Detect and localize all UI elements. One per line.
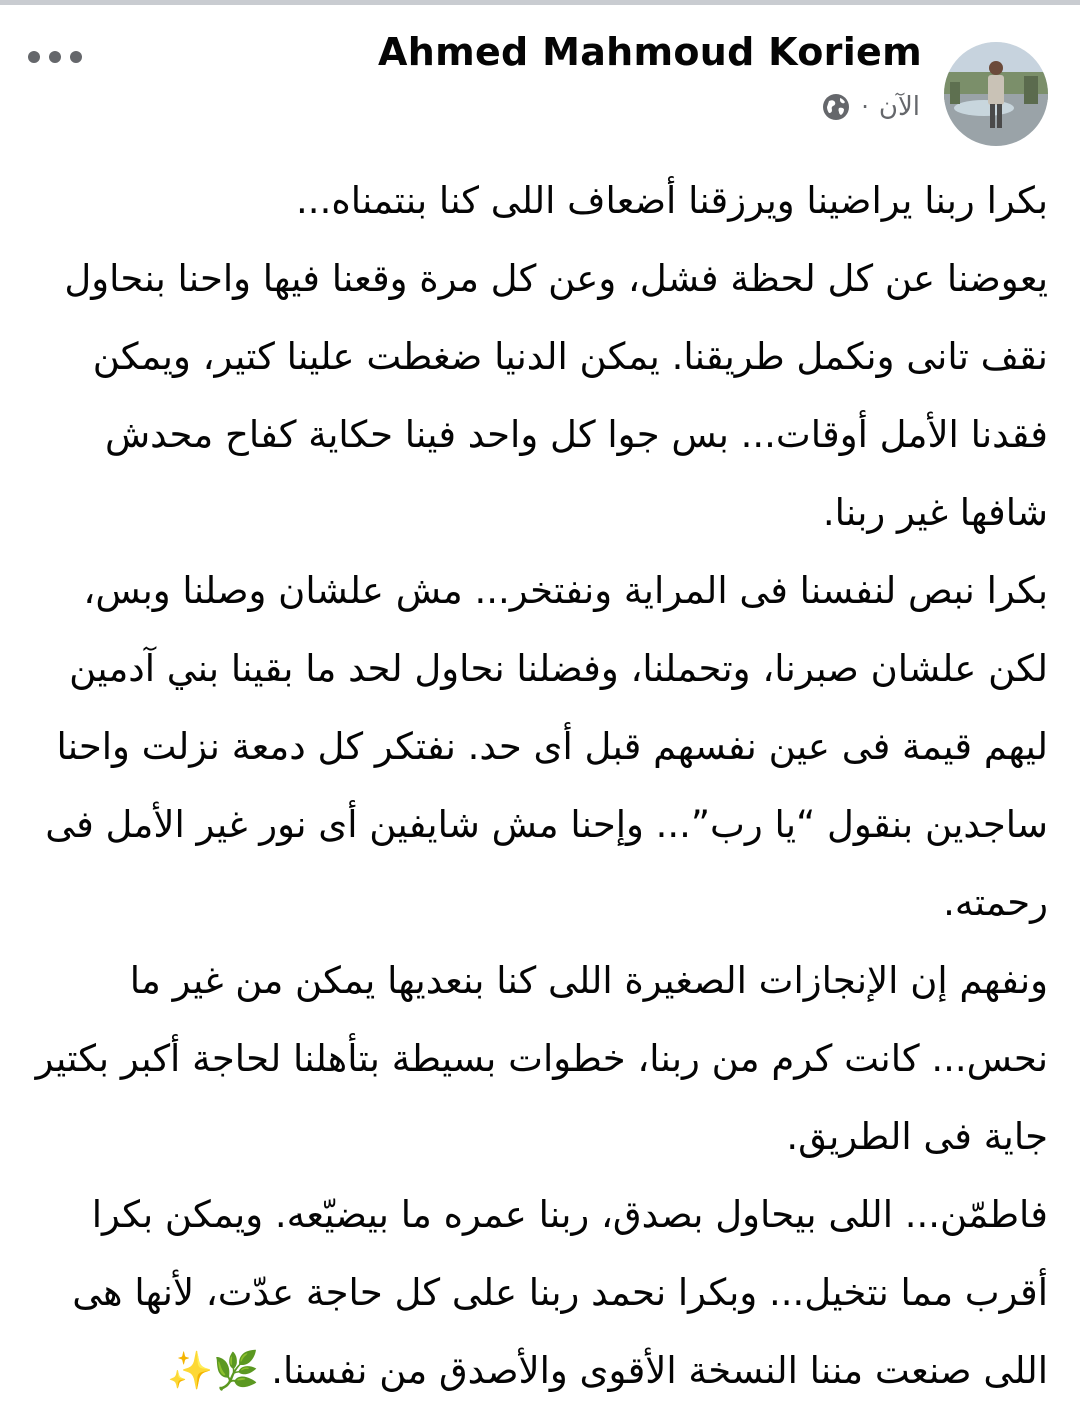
avatar-photo	[944, 42, 1048, 146]
post-paragraph: فاطمّن... اللى بيحاول بصدق، ربنا عمره ما بيضيّعه. ويمكن بكرا أقرب مما نتخيل... وبكرا نحمد ربنا على كل حاجة عدّت، لأنها هى اللى صنعت مننا النسخة الأقوى والأصدق من نفسنا. 🌿✨	[72, 1193, 1048, 1392]
author-name[interactable]: Ahmed Mahmoud Koriem	[378, 30, 922, 74]
more-options-button[interactable]	[28, 42, 82, 72]
post-meta	[821, 92, 920, 122]
post-header	[0, 0, 1080, 160]
more-horizontal-icon	[28, 51, 40, 63]
post-paragraph: بكرا ربنا يراضينا ويرزقنا أضعاف اللى كنا بنتمناه...	[296, 179, 1048, 222]
meta-separator: ·	[861, 93, 869, 121]
post-paragraph: بكرا نبص لنفسنا فى المراية ونفتخر... مش علشان وصلنا وبس، لكن علشان صبرنا، وتحملنا، وفضلنا نحاول لحد ما بقينا بني آدمين ليهم قيمة فى عين نفسهم قبل أى حد. نفتكر كل دمعة نزلت واحنا ساجدين بنقول “يا رب”... وإحنا مش شايفين أى نور غير الأمل فى رحمته.	[45, 569, 1048, 924]
more-horizontal-icon	[49, 51, 61, 63]
post-paragraph: يعوضنا عن كل لحظة فشل، وعن كل مرة وقعنا فيها واحنا بنحاول نقف تانى ونكمل طريقنا. يمكن الدنيا ضغطت علينا كتير، ويمكن فقدنا الأمل أوقات... بس جوا كل واحد فينا حكاية كفاح محدش شافها غير ربنا.	[64, 257, 1048, 534]
post-text	[30, 162, 1048, 1410]
more-horizontal-icon	[70, 51, 82, 63]
author-avatar[interactable]	[944, 42, 1048, 146]
post-time[interactable]: الآن	[878, 92, 920, 122]
post-paragraph: ونفهم إن الإنجازات الصغيرة اللى كنا بنعديها يمكن من غير ما نحس... كانت كرم من ربنا، خطوات بسيطة بتأهلنا لحاجة أكبر بكتير جاية فى الطريق.	[35, 959, 1048, 1158]
globe-icon[interactable]	[821, 92, 851, 122]
